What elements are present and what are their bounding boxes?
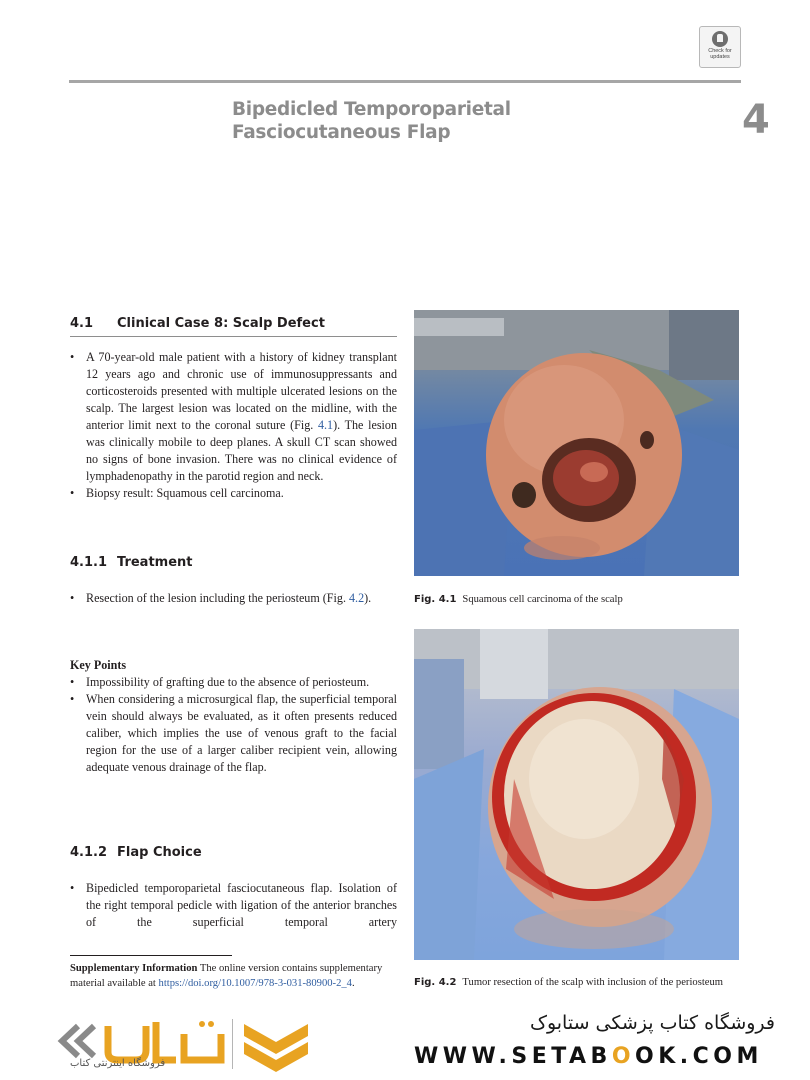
list-item: • Biopsy result: Squamous cell carcinoma. xyxy=(70,485,397,502)
case-description xyxy=(70,349,397,502)
figure-4-2-label: Fig. 4.2 xyxy=(414,977,457,988)
footnote-end: . xyxy=(351,978,355,989)
doi-link[interactable]: https://doi.org/10.1007/978-3-031-80900-2_4 xyxy=(158,978,352,989)
footnote-text: The online version contains supplementary material available at xyxy=(70,963,383,989)
figure-4-1-caption xyxy=(414,593,744,607)
section-number: 4.1 xyxy=(70,316,94,331)
badge-line-1: Check for xyxy=(708,48,732,54)
section-heading xyxy=(70,315,397,337)
footnote-label: Supplementary Information xyxy=(70,963,198,974)
list-item: • Impossibility of grafting due to the absence of periosteum. xyxy=(70,674,397,691)
store-url[interactable] xyxy=(414,1042,782,1072)
case-text-b: ). The lesion was clinically mobile to deep planes. A skull CT scan showed no signs of bone invasion. There was no clinical evidence of lymphadenopathy in the parotid region and neck. xyxy=(86,418,397,483)
scalp-lesion-illustration xyxy=(414,310,739,576)
figure-4-1-label: Fig. 4.1 xyxy=(414,594,457,605)
chapter-title-line-2: Fasciocutaneous Flap xyxy=(232,122,451,143)
flap-choice-text xyxy=(70,880,397,931)
treatment-text-b: ). xyxy=(364,591,372,605)
url-part-a: WWW.SETAB xyxy=(414,1044,612,1069)
treatment-text xyxy=(70,590,397,607)
chapter-number: 4 xyxy=(742,97,770,143)
flap-choice-title: Flap Choice xyxy=(117,845,202,860)
supplementary-footnote xyxy=(70,961,397,991)
figure-4-2-caption xyxy=(414,976,744,990)
list-item xyxy=(70,349,397,485)
url-part-b: OK.COM xyxy=(635,1044,763,1069)
chapter-title xyxy=(232,98,511,144)
fig-4-1-link[interactable]: 4.1 xyxy=(317,418,334,432)
chevron-emblem-icon xyxy=(240,1016,312,1074)
figure-4-2-caption-text: Tumor resection of the scalp with inclusion of the periosteum xyxy=(462,977,724,988)
logo-divider xyxy=(232,1019,233,1069)
scalp-resection-illustration xyxy=(414,629,739,960)
figure-4-2-photo xyxy=(414,629,739,960)
flap-choice-heading xyxy=(70,844,202,862)
footnote-rule xyxy=(70,955,232,956)
url-highlight: O xyxy=(611,1044,636,1069)
key-points xyxy=(70,657,397,776)
list-item: • When considering a microsurgical flap, the superficial temporal vein should always be evaluated, as it often presents reduced caliber, which implies the use of venous graft to the facial region for the use of a larger caliber recipient vein, allowing adequate venous drainage of the flap. xyxy=(70,691,397,776)
list-item: • Bipedicled temporoparietal fasciocutaneous flap. Isolation of the right temporal pedicle with ligation of the anterior branches of the superficial temporal artery xyxy=(70,880,397,931)
logo-subtitle: فروشگاه اینترنتی کتاب xyxy=(70,1058,166,1069)
treatment-title: Treatment xyxy=(117,555,193,570)
treatment-number: 4.1.1 xyxy=(70,555,108,570)
badge-line-2: updates xyxy=(710,54,730,60)
figure-4-1-caption-text: Squamous cell carcinoma of the scalp xyxy=(462,594,623,605)
section-title: Clinical Case 8: Scalp Defect xyxy=(117,316,325,331)
treatment-heading xyxy=(70,554,193,572)
figure-4-1-photo xyxy=(414,310,739,576)
badge-label xyxy=(708,48,732,60)
key-points-title: Key Points xyxy=(70,658,127,672)
chapter-title-line-1: Bipedicled Temporoparietal xyxy=(232,99,511,120)
case-text-a: A 70-year-old male patient with a history of kidney transplant 12 years ago and chronic use of immunosuppressants and corticosteroids presented with multiple ulcerated lesions on the scalp. The largest lesion was located on the midline, with the anterior limit next to the coronal suture (Fig. xyxy=(86,350,397,432)
bookmark-icon xyxy=(712,31,728,47)
header-rule xyxy=(69,80,741,83)
treatment-text-a: Resection of the lesion including the periosteum (Fig. xyxy=(86,591,349,605)
fig-4-2-link[interactable]: 4.2 xyxy=(349,591,365,605)
store-name: فروشگاه کتاب پزشکی ستابوک xyxy=(529,1012,775,1034)
flap-choice-number: 4.1.2 xyxy=(70,845,108,860)
list-item xyxy=(70,590,397,607)
check-for-updates-badge[interactable] xyxy=(699,26,741,68)
